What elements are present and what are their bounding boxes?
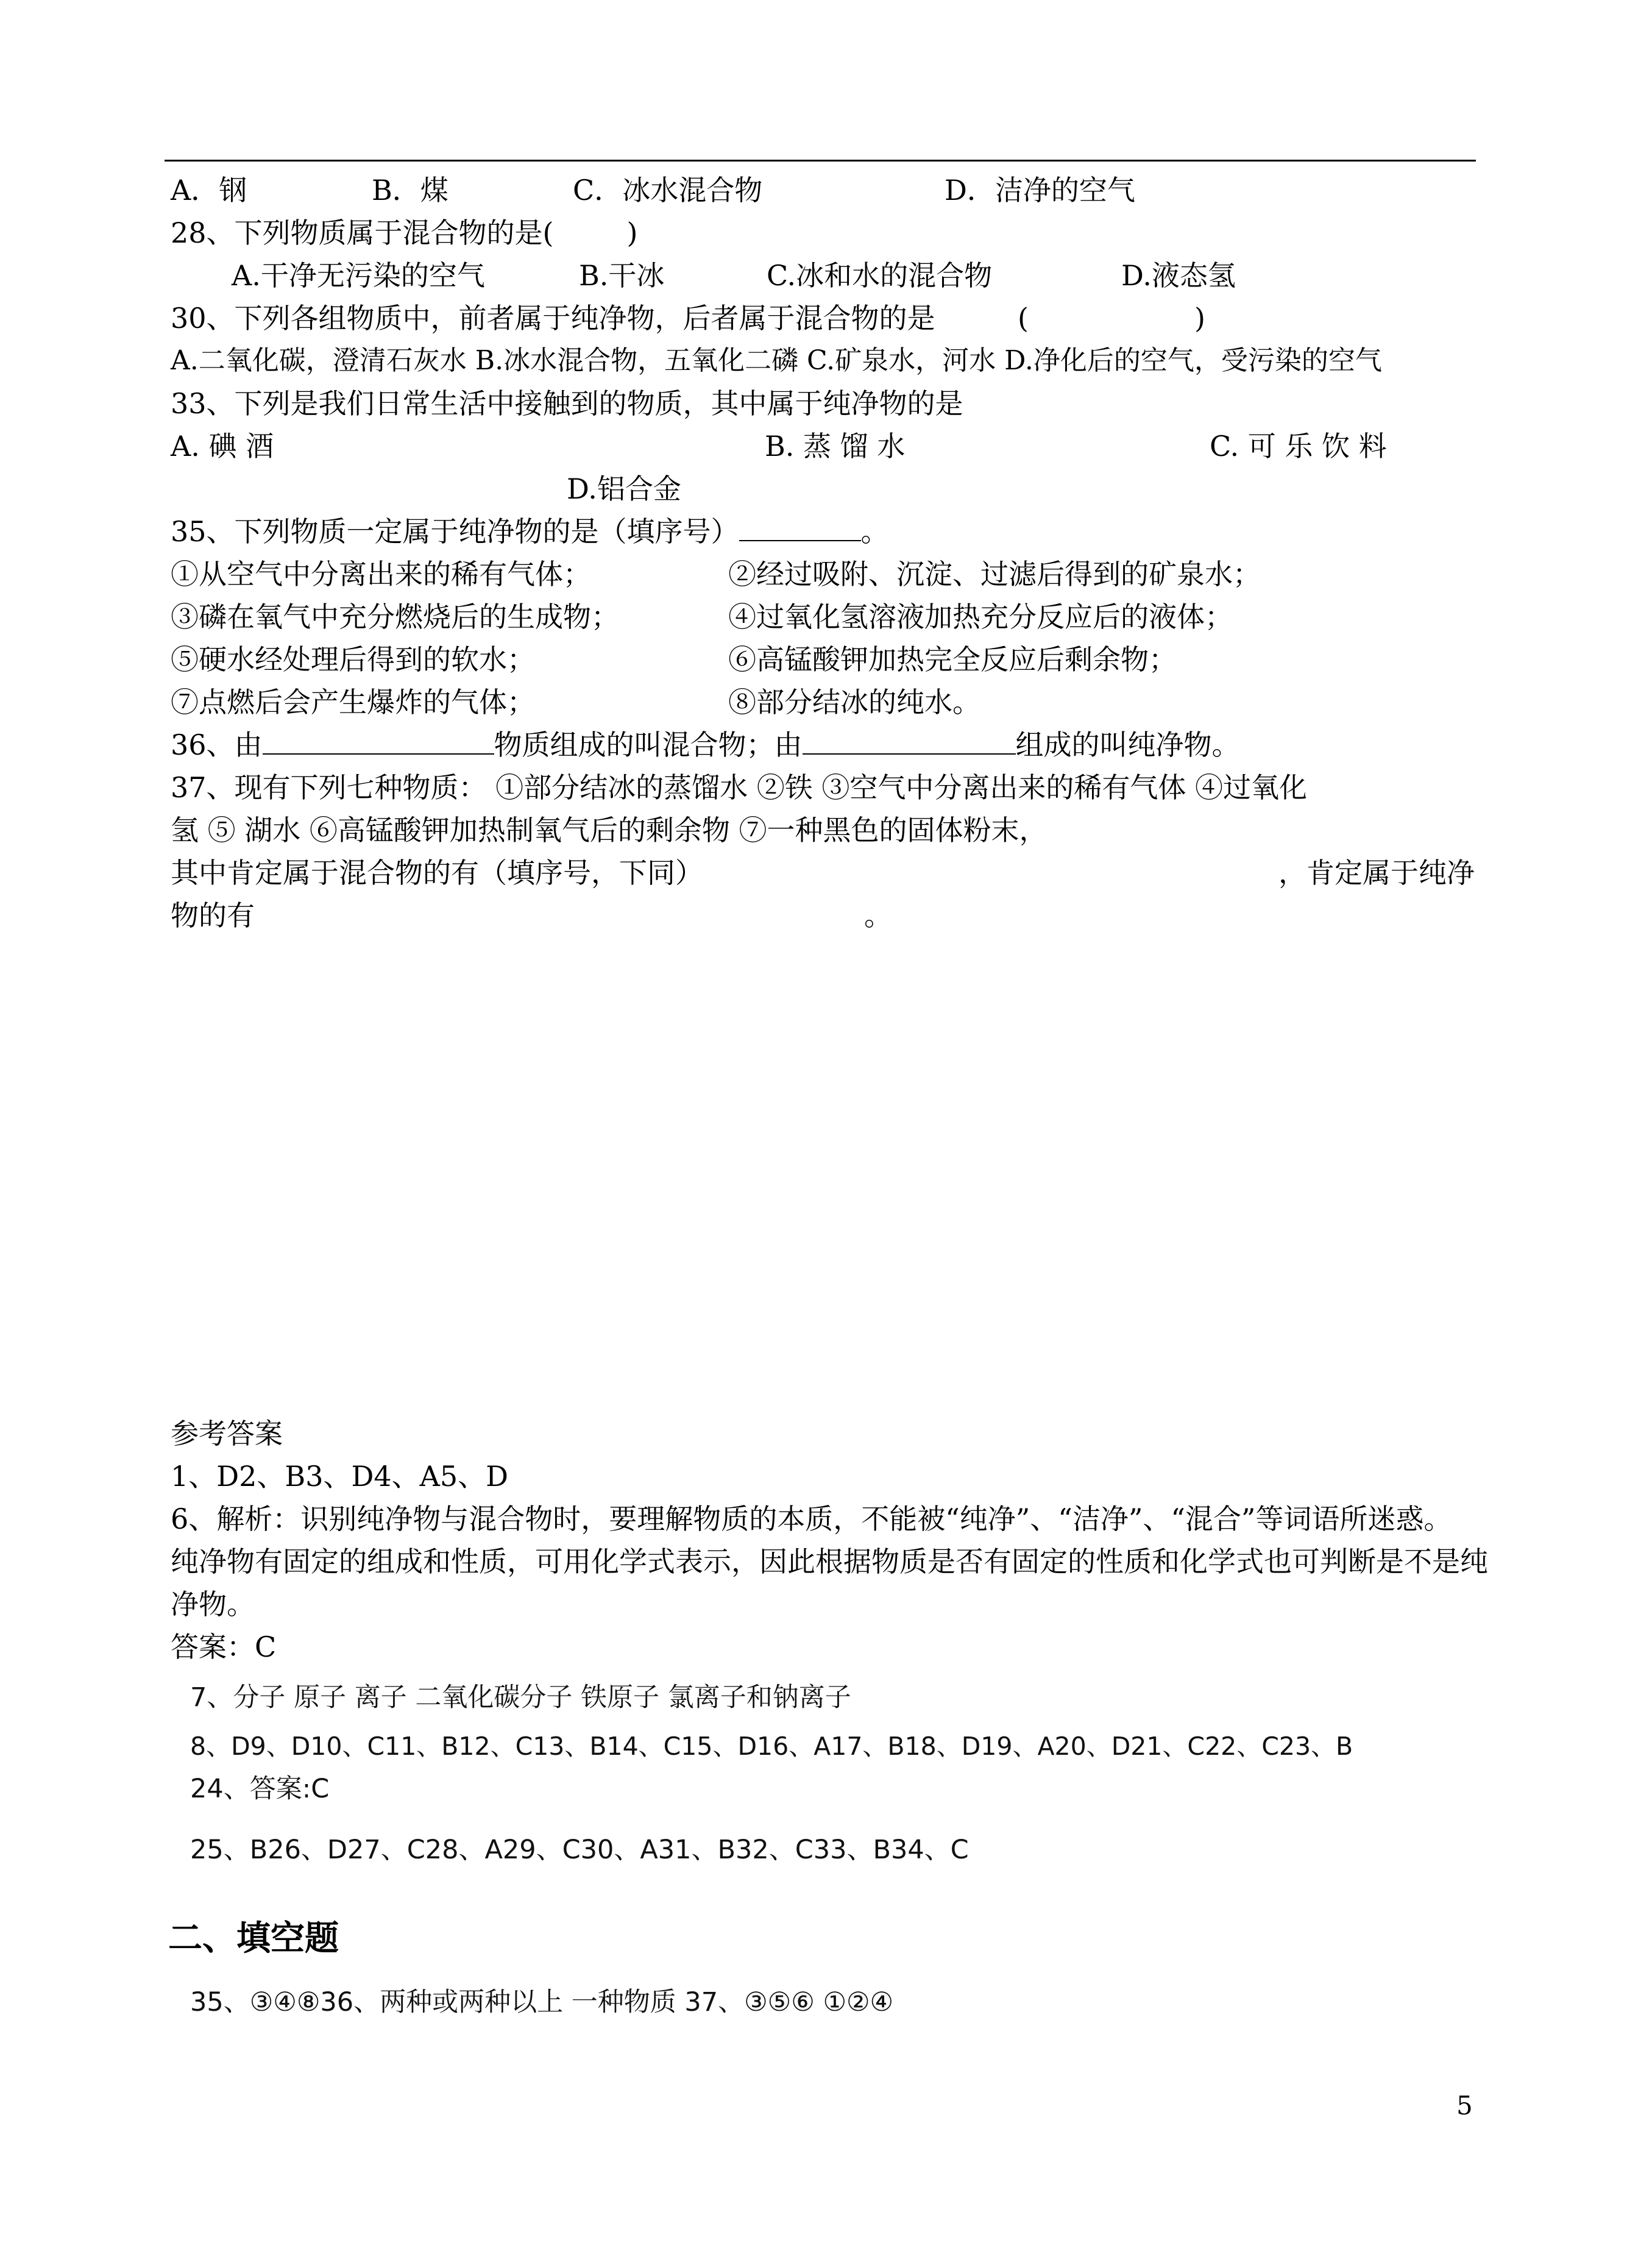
answer-6-line-1: 6、解析：识别纯净物与混合物时，要理解物质的本质，不能被“纯净”、“洁净”、“混合”等词语所迷惑。 [171,1502,1452,1535]
q28-option-d: D.液态氢 [1121,259,1236,292]
q37-line-3-right: ，肯定属于纯净 [1278,856,1475,889]
q28-stem-text: 28、下列物质属于混合物的是( [171,216,554,249]
q35-item-5: ⑤硬水经处理后得到的软水； [171,643,535,676]
q27-option-a: A．钢 [171,174,247,207]
q35-stem-tail: 。 [860,515,889,548]
q37-line-3-left: 其中肯定属于混合物的有（填序号，下同） [171,856,703,889]
q27-option-d: D．洁净的空气 [945,174,1135,207]
q28-option-b: B.干冰 [579,259,665,292]
q35-answer-blank[interactable] [739,514,861,541]
q36-blank-2[interactable] [803,728,1016,755]
q30-close-paren: ) [1194,302,1205,335]
q28-option-c: C.冰和水的混合物 [767,259,993,292]
q36-part-3: 组成的叫纯净物。 [1015,728,1240,761]
q36-part-2: 物质组成的叫混合物；由 [494,728,803,761]
q28-option-a: A.干净无污染的空气 [232,259,485,292]
q35-item-4: ④过氧化氢溶液加热充分反应后的液体； [728,600,1233,633]
q36-part-1: 36、由 [171,728,263,761]
answer-35-37: 35、③④⑧36、两种或两种以上 一种物质 37、③⑤⑥ ①②④ [190,1987,894,2017]
q30-stem-text: 30、下列各组物质中，前者属于纯净物，后者属于混合物的是 [171,302,935,335]
q35-item-7: ⑦点燃后会产生爆炸的气体； [171,686,535,719]
q35-item-1: ①从空气中分离出来的稀有气体； [171,558,591,591]
q27-option-c: C．冰水混合物 [573,174,763,207]
q37-line-4 [171,897,892,934]
answer-8-23: 8、D9、D10、C11、B12、C13、B14、C15、D16、A17、B18、D19、A20、D21、C22、C23、B [190,1732,1353,1761]
page-number: 5 [1456,2091,1473,2120]
q37-line-3 [171,855,1475,891]
q36-line [171,727,1240,763]
q36-blank-1[interactable] [263,728,494,755]
q37-line-4-right: 。 [864,899,892,932]
answer-6-line-2: 纯净物有固定的组成和性质，可用化学式表示，因此根据物质是否有固定的性质和化学式也可判断是不是纯 [171,1545,1488,1578]
answers-heading: 参考答案 [171,1417,283,1450]
answer-7: 7、分子 原子 离子 二氧化碳分子 铁原子 氯离子和钠离子 [190,1682,851,1713]
q37-line-4-left: 物的有 [171,899,255,932]
q30-options: A.二氧化碳，澄清石灰水 B.冰水混合物，五氧化二磷 C.矿泉水，河水 D.净化后的空气，受污染的空气 [171,345,1382,376]
q28-stem [171,215,637,251]
q33-option-d: D.铝合金 [567,472,681,505]
q35-item-2: ②经过吸附、沉淀、过滤后得到的矿泉水； [728,558,1261,591]
q35-stem [171,513,889,550]
q33-stem: 33、下列是我们日常生活中接触到的物质，其中属于纯净物的是 [171,387,963,420]
q33-option-a: A. 碘 酒 [171,430,274,463]
q28-close-paren: ) [626,216,638,249]
q35-item-6: ⑥高锰酸钾加热完全反应后剩余物； [728,643,1177,676]
q35-item-3: ③磷在氧气中充分燃烧后的生成物； [171,600,619,633]
fill-in-section-heading: 二、填空题 [168,1919,339,1958]
q30-stem [171,300,935,336]
answer-1-5: 1、D2、B3、D4、A5、D [171,1460,508,1493]
answer-6-result: 答案：C [171,1630,277,1663]
q35-item-8: ⑧部分结冰的纯水。 [728,686,980,719]
q33-option-b: B. 蒸 馏 水 [765,430,906,463]
q35-stem-text: 35、下列物质一定属于纯净物的是（填序号） [171,515,739,548]
answer-25-34: 25、B26、D27、C28、A29、C30、A31、B32、C33、B34、C [190,1835,969,1865]
q37-line-2: 氢 ⑤ 湖水 ⑥高锰酸钾加热制氧气后的剩余物 ⑦一种黑色的固体粉末， [171,814,1048,847]
header-rule [165,160,1476,162]
answer-24: 24、答案:C [190,1774,330,1804]
q30-open-paren: ( [1018,302,1029,335]
q33-option-c: C. 可 乐 饮 料 [1210,430,1387,463]
q37-line-1: 37、现有下列七种物质： ①部分结冰的蒸馏水 ②铁 ③空气中分离出来的稀有气体 ④过氧化 [171,771,1308,804]
answer-6-line-3: 净物。 [171,1588,255,1621]
q27-option-b: B．煤 [372,174,448,207]
